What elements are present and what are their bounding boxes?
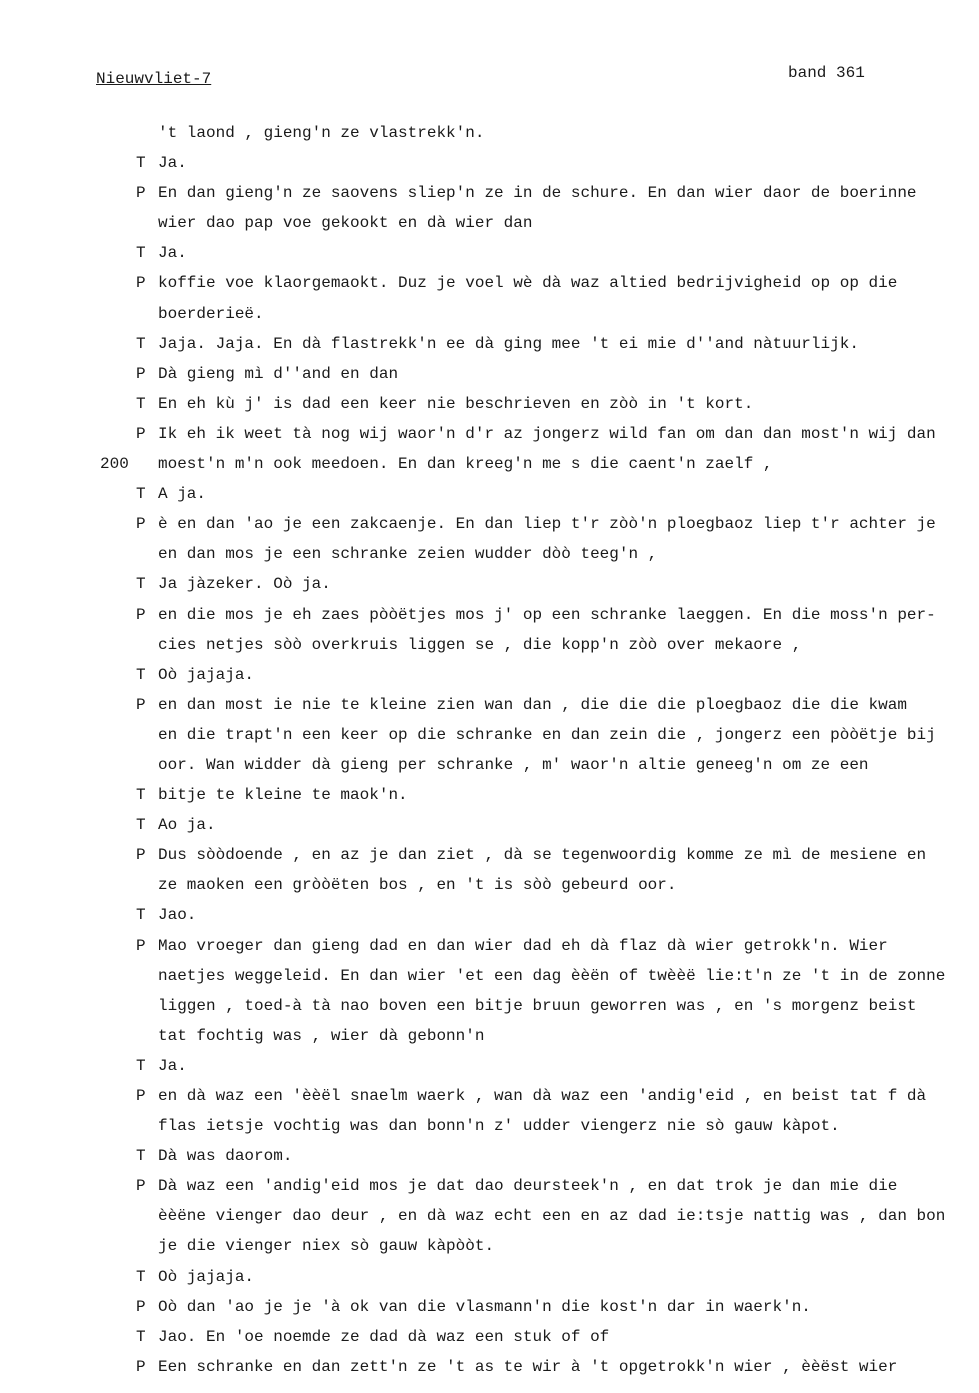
speaker-label: T [136, 816, 146, 835]
speaker-label: T [136, 786, 146, 805]
transcript-line [0, 1201, 979, 1231]
transcript-line [0, 1231, 979, 1261]
utterance-text: flas ietsje vochtig was dan bonn'n z' udder viengerz nie sò gauw kàpot. [158, 1117, 840, 1136]
transcript-line [0, 900, 979, 930]
utterance-text: en die trapt'n een keer op die schranke en dan zein die , jongerz een pòòëtje bij [158, 725, 936, 744]
speaker-label: T [136, 1056, 146, 1075]
utterance-text: Dà was daorom. [158, 1147, 293, 1166]
transcript-line [0, 810, 979, 840]
speaker-label: T [136, 334, 146, 353]
speaker-label: T [136, 1147, 146, 1166]
utterance-text: Oò jajaja. [158, 665, 255, 684]
utterance-text: Ja jàzeker. Oò ja. [158, 575, 331, 594]
speaker-label: P [136, 424, 146, 443]
utterance-text: Ja. [158, 244, 187, 263]
transcript-line [0, 840, 979, 870]
speaker-label: P [136, 936, 146, 955]
utterance-text: koffie voe klaorgemaokt. Duz je voel wè dà waz altied bedrijvigheid op op die [158, 274, 898, 293]
speaker-label: T [136, 1267, 146, 1286]
utterance-text: tat fochtig was , wier dà gebonn'n [158, 1026, 485, 1045]
utterance-text: Dà gieng mì d''and en dan [158, 364, 399, 383]
utterance-text: Oò dan 'ao je je 'à ok van die vlasmann'n die kost'n dar in waerk'n. [158, 1297, 811, 1316]
utterance-text: en dan mos je een schranke zeien wudder dòò teeg'n , [158, 545, 658, 564]
utterance-text: Jao. [158, 906, 197, 925]
transcript-line [0, 1141, 979, 1171]
transcript-line [0, 329, 979, 359]
speaker-label: T [136, 244, 146, 263]
speaker-label: T [136, 154, 146, 173]
utterance-text: Ja. [158, 154, 187, 173]
utterance-text: Een schranke en dan zett'n ze 't as te wir à 't opgetrokk'n wier , èèëst wier [158, 1357, 898, 1376]
transcript-line [0, 750, 979, 780]
line-number: 200 [100, 455, 129, 474]
utterance-text: bitje te kleine te maok'n. [158, 786, 408, 805]
speaker-label: T [136, 665, 146, 684]
utterance-text: A ja. [158, 485, 207, 504]
utterance-text: Ao ja. [158, 816, 216, 835]
transcript-line [0, 359, 979, 389]
utterance-text: Dà waz een 'andig'eid mos je dat dao deursteek'n , en dat trok je dan mie die [158, 1177, 898, 1196]
utterance-text: è en dan 'ao je een zakcaenje. En dan liep t'r zòò'n ploegbaoz liep t'r achter je [158, 515, 936, 534]
speaker-label: T [136, 485, 146, 504]
transcript-line [0, 479, 979, 509]
utterance-text: En eh kù j' is dad een keer nie beschrieven en zòò in 't kort. [158, 394, 754, 413]
transcript-line [0, 539, 979, 569]
transcript-line [0, 449, 979, 479]
transcript-body [0, 118, 979, 1382]
speaker-label: P [136, 274, 146, 293]
utterance-text: je die vienger niex sò gauw kàpòòt. [158, 1237, 495, 1256]
transcript-line [0, 569, 979, 599]
transcript-line [0, 148, 979, 178]
transcript-line [0, 268, 979, 298]
speaker-label: P [136, 605, 146, 624]
utterance-text: cies netjes sòò overkruis liggen se , die kopp'n zòò over mekaore , [158, 635, 802, 654]
transcript-line [0, 630, 979, 660]
transcript-line [0, 991, 979, 1021]
speaker-label: T [136, 575, 146, 594]
transcript-line [0, 1111, 979, 1141]
utterance-text: moest'n m'n ook meedoen. En dan kreeg'n me s die caent'n zaelf , [158, 455, 773, 474]
transcript-line [0, 1021, 979, 1051]
transcript-line [0, 299, 979, 329]
utterance-text: Dus sòòdoende , en az je dan ziet , dà se tegenwoordig komme ze mì de mesiene en [158, 846, 927, 865]
transcript-line [0, 1352, 979, 1382]
speaker-label: P [136, 1357, 146, 1376]
utterance-text: en dà waz een 'èèël snaelm waerk , wan dà waz een 'andig'eid , en beist tat f dà [158, 1087, 927, 1105]
speaker-label: T [136, 906, 146, 925]
utterance-text: Mao vroeger dan gieng dad en dan wier dad eh dà flaz dà wier getrokk'n. Wier [158, 936, 888, 955]
utterance-text: Jao. En 'oe noemde ze dad dà waz een stuk of of [158, 1327, 610, 1346]
utterance-text: en dan most ie nie te kleine zien wan dan , die die die ploegbaoz die die kwam [158, 695, 907, 714]
transcript-line [0, 931, 979, 961]
utterance-text: 't laond , gieng'n ze vlastrekk'n. [158, 124, 485, 142]
speaker-label: T [136, 1327, 146, 1346]
band-label: band 361 [788, 64, 865, 82]
transcript-line [0, 1292, 979, 1322]
transcript-line [0, 961, 979, 991]
transcript-line [0, 600, 979, 630]
transcript-line [0, 780, 979, 810]
transcript-line [0, 1081, 979, 1111]
transcript-line [0, 660, 979, 690]
utterance-text: naetjes weggeleid. En dan wier 'et een dag èèën of twèèë lie:t'n ze 't in de zonne [158, 966, 946, 985]
utterance-text: boerderieë. [158, 304, 264, 323]
transcript-line [0, 238, 979, 268]
utterance-text: ze maoken een gròòëten bos , en 't is sòò gebeurd oor. [158, 876, 677, 895]
utterance-text: en die mos je eh zaes pòòëtjes mos j' op een schranke laeggen. En die moss'n per- [158, 605, 936, 624]
transcript-line [0, 690, 979, 720]
transcript-line [0, 389, 979, 419]
utterance-text: Ja. [158, 1056, 187, 1075]
speaker-label: P [136, 846, 146, 865]
document-title: Nieuwvliet-7 [96, 70, 212, 88]
transcript-line [0, 509, 979, 539]
utterance-text: wier dao pap voe gekookt en dà wier dan [158, 214, 533, 233]
utterance-text: èèëne vienger dao deur , en dà waz echt een en az dad ie:tsje nattig was , dan bon [158, 1207, 946, 1226]
transcript-line [0, 870, 979, 900]
speaker-label: P [136, 1297, 146, 1316]
transcript-line [0, 178, 979, 208]
speaker-label: P [136, 1177, 146, 1196]
speaker-label: P [136, 515, 146, 534]
transcript-line [0, 1051, 979, 1081]
transcript-line [0, 1322, 979, 1352]
transcript-line [0, 208, 979, 238]
utterance-text: oor. Wan widder dà gieng per schranke , m' waor'n altie geneeg'n om ze een [158, 755, 869, 774]
transcript-line [0, 118, 979, 148]
utterance-text: Jaja. Jaja. En dà flastrekk'n ee dà ging mee 't ei mie d''and nàtuurlijk. [158, 334, 859, 353]
utterance-text: Ik eh ik weet tà nog wij waor'n d'r az jongerz wild fan om dan dan most'n wij dan [158, 424, 936, 443]
transcript-line [0, 720, 979, 750]
speaker-label: P [136, 695, 146, 714]
utterance-text: liggen , toed-à tà nao boven een bitje bruun geworren was , en 's morgenz beist [158, 996, 917, 1015]
utterance-text: En dan gieng'n ze saovens sliep'n ze in de schure. En dan wier daor de boerinne [158, 184, 917, 203]
speaker-label: P [136, 184, 146, 203]
speaker-label: T [136, 394, 146, 413]
speaker-label: P [136, 1087, 146, 1105]
speaker-label: P [136, 364, 146, 383]
transcript-line [0, 419, 979, 449]
transcript-line [0, 1262, 979, 1292]
utterance-text: Oò jajaja. [158, 1267, 255, 1286]
transcript-line [0, 1171, 979, 1201]
